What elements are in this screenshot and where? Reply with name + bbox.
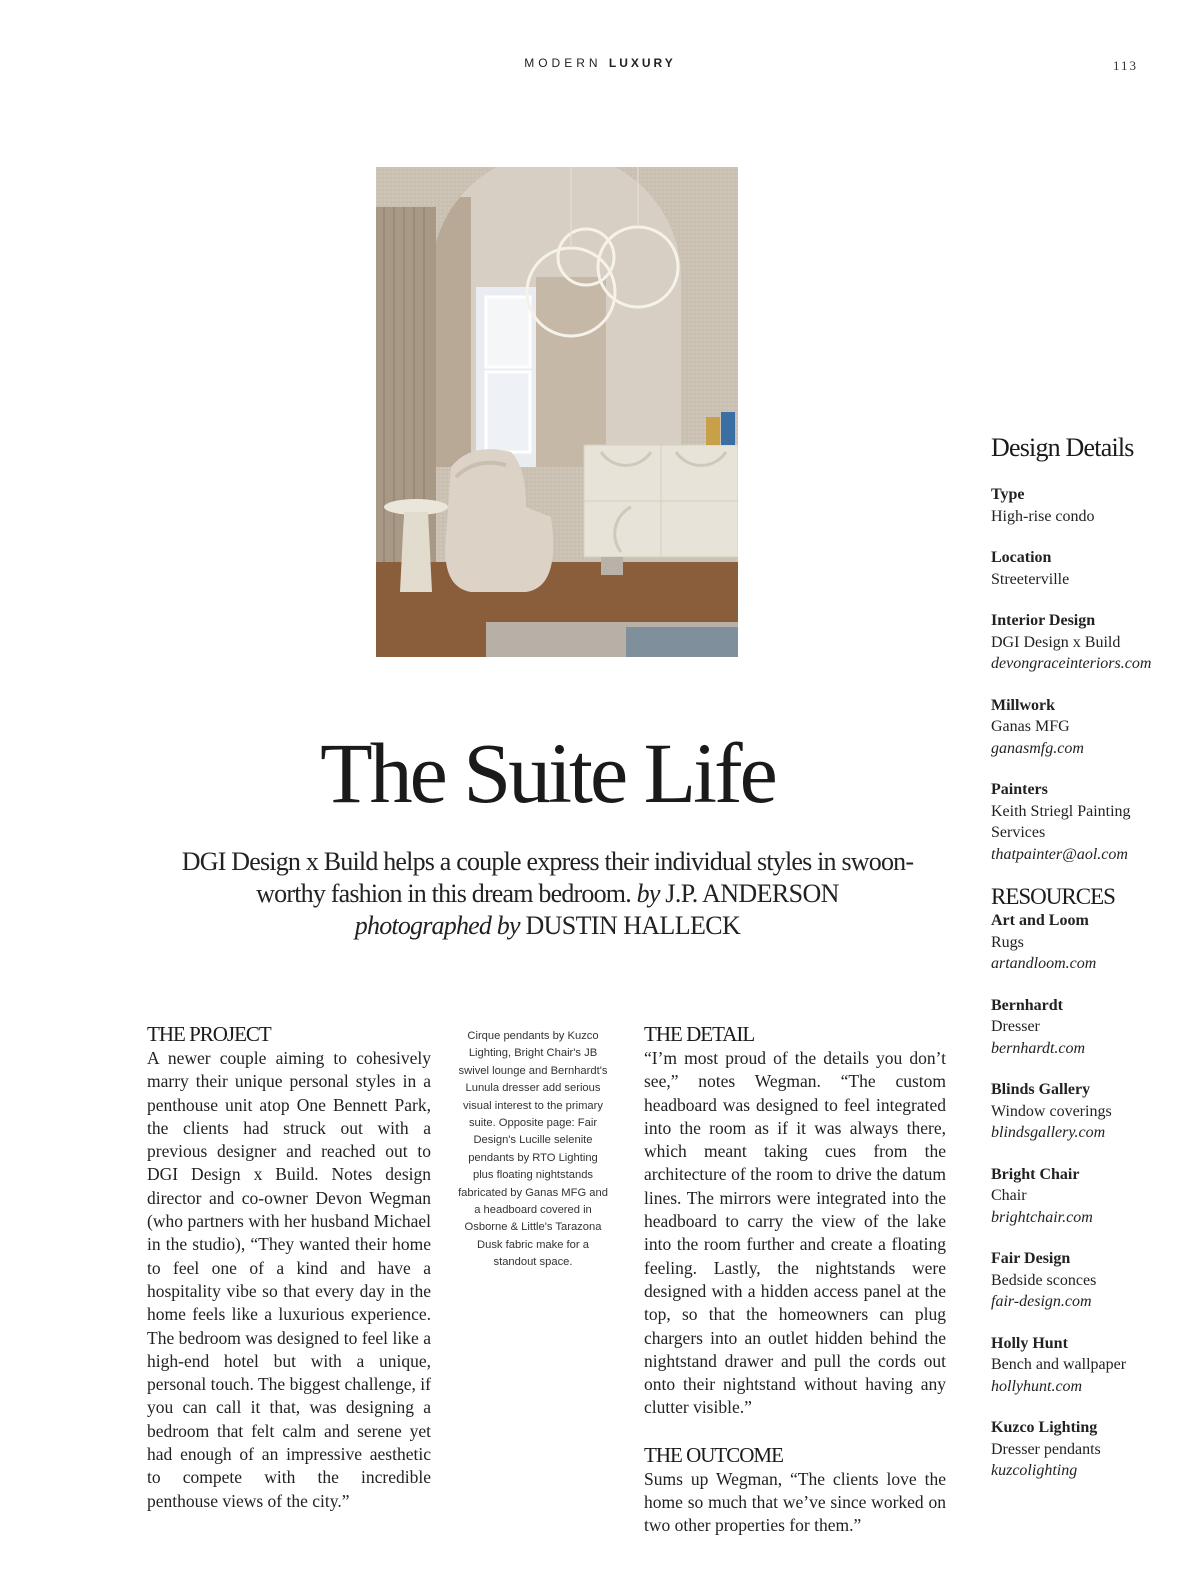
photo-credit-prefix: photographed by — [354, 911, 520, 940]
section-body-outcome: Sums up Wegman, “The clients love the home so much that we’ve since worked on two other properties for them.” — [644, 1468, 946, 1536]
detail-heading: Location — [991, 549, 1052, 566]
resource-link[interactable]: brightchair.com — [991, 1208, 1093, 1226]
resource-item — [991, 1417, 1161, 1482]
resource-link[interactable]: hollyhunt.com — [991, 1377, 1083, 1395]
resource-item — [991, 1248, 1161, 1313]
resources-heading: RESOURCES — [991, 884, 1115, 909]
resource-item — [991, 995, 1161, 1060]
resource-value: Dresser pendants — [991, 1440, 1101, 1458]
section-heading-detail: THE DETAIL — [644, 1022, 755, 1046]
detail-link[interactable]: devongraceinteriors.com — [991, 655, 1152, 672]
sidebar-title: Design Details — [991, 433, 1134, 462]
resource-value: Window coverings — [991, 1102, 1112, 1120]
article-title: The Suite Life — [320, 725, 775, 821]
detail-heading: Interior Design — [991, 612, 1096, 629]
resource-heading: Bernhardt — [991, 996, 1063, 1014]
detail-value: Ganas MFG — [991, 718, 1070, 735]
section-body-detail: “I’m most proud of the details you don’t see,” notes Wegman. “The custom headboard was designed to feel integrated into the room as if it was always there, which meant taking cues from the architecture of the room to drive the datum lines. The mirrors were integrated into the headboard to carry the view of the lake into the room further and create a floating feeling. Lastly, the nightstands were designed with a hidden access panel at the top, so that the homeowners can plug chargers into an outlet hidden behind the nightstand drawer and pull the cords out onto their nightstand without having any clutter visible.” — [644, 1048, 946, 1418]
detail-item — [991, 695, 1161, 760]
author-name: J.P. ANDERSON — [665, 879, 839, 908]
resource-item — [991, 1164, 1161, 1229]
bedroom-photo — [376, 167, 738, 657]
project-column — [147, 1021, 431, 1513]
deck-text: DGI Design x Build helps a couple express their individual styles in swoon-worthy fashion in this dream bedroom. — [181, 847, 914, 908]
resource-item — [991, 1333, 1161, 1398]
resource-item — [991, 910, 1161, 975]
resource-link[interactable]: bernhardt.com — [991, 1039, 1086, 1057]
detail-item — [991, 610, 1161, 675]
resource-heading: Kuzco Lighting — [991, 1419, 1098, 1436]
detail-value: Streeterville — [991, 570, 1070, 588]
detail-link[interactable]: thatpainter@aol.com — [991, 845, 1128, 863]
resource-value: Bench and wallpaper — [991, 1356, 1127, 1373]
resource-item — [991, 1079, 1161, 1144]
detail-heading: Type — [991, 486, 1025, 503]
resource-heading: Art and Loom — [991, 912, 1089, 929]
byline-prefix: by — [636, 879, 660, 908]
resource-value: Dresser — [991, 1018, 1040, 1035]
detail-heading: Painters — [991, 781, 1048, 798]
resource-value: Bedside sconces — [991, 1271, 1097, 1289]
resource-link[interactable]: fair-design.com — [991, 1293, 1092, 1310]
resource-value: Chair — [991, 1187, 1027, 1204]
resource-value: Rugs — [991, 933, 1024, 951]
photo-caption: Cirque pendants by Kuzco Lighting, Bright Chair's JB swivel lounge and Bernhardt's Lunula dresser add serious visual interest to the primary suite. Opposite page: Fair Design's Lucille selenite pendants by RTO Lighting plus floating nightstands fabricated by Ganas MFG and a headboard covered in Osborne & Little's Tarazona Dusk fabric make for a standout space. — [458, 1030, 608, 1269]
detail-value: Keith Striegl Painting Services — [991, 802, 1131, 841]
resource-link[interactable]: kuzcolighting — [991, 1462, 1078, 1479]
detail-item — [991, 484, 1161, 527]
detail-value: High-rise condo — [991, 507, 1095, 525]
resource-heading: Holly Hunt — [991, 1334, 1068, 1352]
brand-light: MODERN — [524, 56, 602, 70]
article-deck — [150, 846, 945, 942]
section-heading-outcome: THE OUTCOME — [644, 1442, 783, 1467]
section-body-project: A newer couple aiming to cohesively marry their unique personal styles in a penthouse unit atop One Bennett Park, the clients had struck out with a previous designer and reached out to DGI Design x Build. Notes design director and co-owner Devon Wegman (who partners with her husband Michael in the studio), “They wanted their home to feel one of a kind and have a hospitality vibe so that every day in the home feels like a luxurious experience. The bedroom was designed to feel like a high-end hotel but with a unique, personal touch. The biggest challenge, if you can call it that, was designing a bedroom that felt calm and serene yet had enough of an impressive aesthetic to compete with the incredible penthouse views of the city.” — [147, 1048, 431, 1511]
detail-value: DGI Design x Build — [991, 633, 1121, 651]
masthead-logo — [0, 56, 1200, 70]
photographer-name: DUSTIN HALLECK — [525, 911, 741, 940]
brand-bold: LUXURY — [608, 56, 676, 70]
resource-link[interactable]: artandloom.com — [991, 955, 1097, 972]
detail-item — [991, 547, 1161, 590]
detail-link[interactable]: ganasmfg.com — [991, 739, 1084, 757]
resource-link[interactable]: blindsgallery.com — [991, 1124, 1106, 1141]
detail-item — [991, 779, 1161, 865]
page-number: 113 — [1112, 58, 1138, 73]
detail-heading: Millwork — [991, 696, 1055, 714]
resource-heading: Blinds Gallery — [991, 1081, 1091, 1098]
resource-heading: Fair Design — [991, 1250, 1071, 1267]
design-details-sidebar — [991, 432, 1161, 1502]
section-heading-project: THE PROJECT — [147, 1022, 271, 1046]
resource-heading: Bright Chair — [991, 1165, 1080, 1183]
detail-column — [644, 1021, 946, 1538]
